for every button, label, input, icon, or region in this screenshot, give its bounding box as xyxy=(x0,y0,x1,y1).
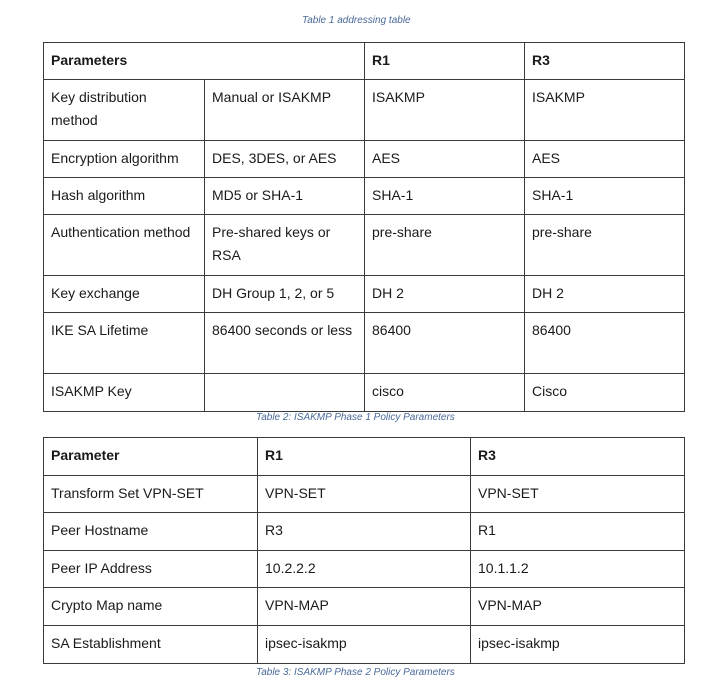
table-cell: DH 2 xyxy=(525,276,685,313)
table-cell: 86400 xyxy=(525,313,685,374)
table-cell: IKE SA Lifetime xyxy=(44,313,205,374)
table-cell: 86400 xyxy=(365,313,525,374)
table-row xyxy=(44,476,685,513)
table-cell: Authentication method xyxy=(44,215,205,276)
table-row xyxy=(44,313,685,374)
header-cell: R3 xyxy=(471,438,685,476)
table-row xyxy=(44,80,685,141)
table-cell: DH 2 xyxy=(365,276,525,313)
table-cell: DES, 3DES, or AES xyxy=(205,141,365,178)
table-row xyxy=(44,626,685,664)
table-cell: R3 xyxy=(258,513,471,551)
table-cell: Pre-shared keys or RSA xyxy=(205,215,365,276)
table-cell: 86400 seconds or less xyxy=(205,313,365,374)
table-cell: VPN-SET xyxy=(258,476,471,513)
header-cell: R1 xyxy=(258,438,471,476)
header-cell: R3 xyxy=(525,43,685,80)
table-row xyxy=(44,374,685,412)
table-row xyxy=(44,588,685,626)
table-header-row xyxy=(44,438,685,476)
table-cell: 10.1.1.2 xyxy=(471,551,685,588)
table-cell: VPN-MAP xyxy=(471,588,685,626)
table2-caption: Table 2: ISAKMP Phase 1 Policy Parameters xyxy=(256,412,455,423)
table-row xyxy=(44,178,685,215)
table-row xyxy=(44,141,685,178)
table-cell: Manual or ISAKMP xyxy=(205,80,365,141)
table-cell xyxy=(205,374,365,412)
header-cell: Parameters xyxy=(44,43,365,80)
phase2-policy-table xyxy=(43,437,685,664)
table3-caption: Table 3: ISAKMP Phase 2 Policy Parameters xyxy=(256,667,455,678)
table-cell: Key distribution method xyxy=(44,80,205,141)
table-row xyxy=(44,276,685,313)
table-cell: Peer Hostname xyxy=(44,513,258,551)
table-cell: ISAKMP Key xyxy=(44,374,205,412)
table-cell: Key exchange xyxy=(44,276,205,313)
table-row xyxy=(44,513,685,551)
table-cell: SA Establishment xyxy=(44,626,258,664)
table-cell: Encryption algorithm xyxy=(44,141,205,178)
table-cell: Cisco xyxy=(525,374,685,412)
phase1-policy-table xyxy=(43,42,685,412)
table-header-row xyxy=(44,43,685,80)
table-row xyxy=(44,215,685,276)
table-cell: ipsec-isakmp xyxy=(258,626,471,664)
table-cell: DH Group 1, 2, or 5 xyxy=(205,276,365,313)
table-cell: VPN-MAP xyxy=(258,588,471,626)
table-cell: Crypto Map name xyxy=(44,588,258,626)
table-cell: 10.2.2.2 xyxy=(258,551,471,588)
table-cell: MD5 or SHA-1 xyxy=(205,178,365,215)
table-cell: AES xyxy=(365,141,525,178)
header-cell: Parameter xyxy=(44,438,258,476)
table-cell: Hash algorithm xyxy=(44,178,205,215)
table-row xyxy=(44,551,685,588)
table-cell: pre-share xyxy=(525,215,685,276)
table-cell: SHA-1 xyxy=(525,178,685,215)
table-cell: cisco xyxy=(365,374,525,412)
table1-caption: Table 1 addressing table xyxy=(302,15,411,26)
table-cell: pre-share xyxy=(365,215,525,276)
table-cell: ISAKMP xyxy=(365,80,525,141)
table-cell: Peer IP Address xyxy=(44,551,258,588)
header-cell: R1 xyxy=(365,43,525,80)
table-cell: AES xyxy=(525,141,685,178)
table-cell: ISAKMP xyxy=(525,80,685,141)
table-cell: Transform Set VPN-SET xyxy=(44,476,258,513)
table-cell: R1 xyxy=(471,513,685,551)
table-cell: ipsec-isakmp xyxy=(471,626,685,664)
table-cell: VPN-SET xyxy=(471,476,685,513)
table-cell: SHA-1 xyxy=(365,178,525,215)
